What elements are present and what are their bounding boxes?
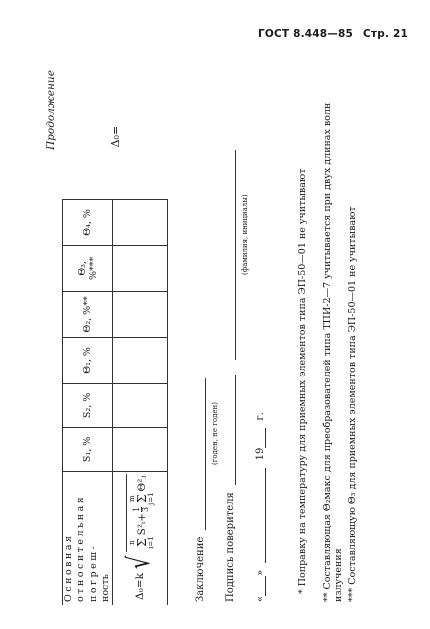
value-cell: [113, 337, 168, 383]
table-label-line1: Основная относительная погреш-: [63, 494, 99, 602]
column-header: Θ₄, %: [63, 199, 113, 245]
frac-den: 3: [141, 506, 151, 513]
month-blank: [265, 468, 266, 563]
value-cell: [113, 427, 168, 471]
sum-top: n: [127, 540, 136, 545]
date-year: 19: [255, 447, 266, 461]
date-line: [255, 412, 266, 602]
date-open-quote: «: [255, 595, 266, 602]
value-cell: [113, 199, 168, 245]
note-3: *** Составляющую Θ₃ для приемных элементов типа ЭП-50—01 не учитывают: [347, 206, 358, 602]
column-header: Θ₂, %**: [63, 291, 113, 337]
sigma-icon: Σ: [134, 494, 149, 503]
day-blank: [265, 576, 266, 596]
frac-num: 1: [132, 506, 142, 513]
value-cell: [113, 383, 168, 427]
gost-number: ГОСТ 8.448—85: [257, 28, 354, 40]
signature-blank-1: [235, 375, 236, 485]
fraction: [133, 507, 150, 512]
sum-operator-2: [129, 492, 155, 505]
error-formula: [122, 474, 158, 600]
sum-operator: [129, 536, 155, 549]
sqrt-icon: √: [122, 555, 158, 570]
table-label-line2: ность: [100, 574, 112, 602]
table-label-cell: [63, 471, 113, 605]
conclusion-label: Заключение: [195, 536, 206, 602]
year-blank: [265, 428, 266, 448]
column-header: S₂, %: [63, 383, 113, 427]
signature-caption: (фамилия, инициалы): [241, 194, 249, 275]
column-header: Θ₃, %***: [63, 245, 113, 291]
continuation-label: Продолжение: [45, 70, 57, 150]
page-header: [258, 28, 408, 40]
note-2: ** Составляющая Θ₂макс для преобразователей типа ТПИ-2—7 учитывается при двух длинах волн излучения: [322, 102, 344, 602]
error-table: [62, 74, 168, 605]
result-label: Δ₀=: [108, 125, 122, 148]
sum2-bottom: j=1: [146, 492, 155, 505]
signature-line: [225, 150, 236, 602]
column-header: S₁, %: [63, 427, 113, 471]
value-cell: [113, 291, 168, 337]
sum-bottom: i=1: [146, 536, 155, 549]
signature-label: Подпись поверителя: [225, 492, 236, 602]
s-term: S²ᵢ+: [135, 513, 148, 536]
theta-term: Θ²ⱼ: [135, 475, 148, 492]
date-suffix: г.: [255, 412, 266, 421]
conclusion-caption: (годен, не годен): [211, 402, 219, 465]
radicand: [126, 474, 155, 552]
sigma-icon: Σ: [134, 538, 149, 547]
column-header: Θ₁, %: [63, 337, 113, 383]
formula-cell: [113, 471, 168, 605]
value-cell: [113, 245, 168, 291]
signature-blank-2: [235, 150, 236, 360]
result-cell: [63, 74, 168, 199]
page-number: Стр. 21: [363, 28, 408, 40]
formula-lhs: Δ₀=k: [134, 573, 147, 600]
conclusion-line: [195, 378, 206, 602]
note-1: * Поправку на температуру для приемных элементов типа ЭП-50—01 не учитывают: [297, 168, 308, 594]
rotated-page-content: [45, 60, 375, 620]
conclusion-blank: [205, 378, 206, 530]
sum2-top: m: [127, 495, 136, 503]
date-close-quote: »: [255, 569, 266, 576]
